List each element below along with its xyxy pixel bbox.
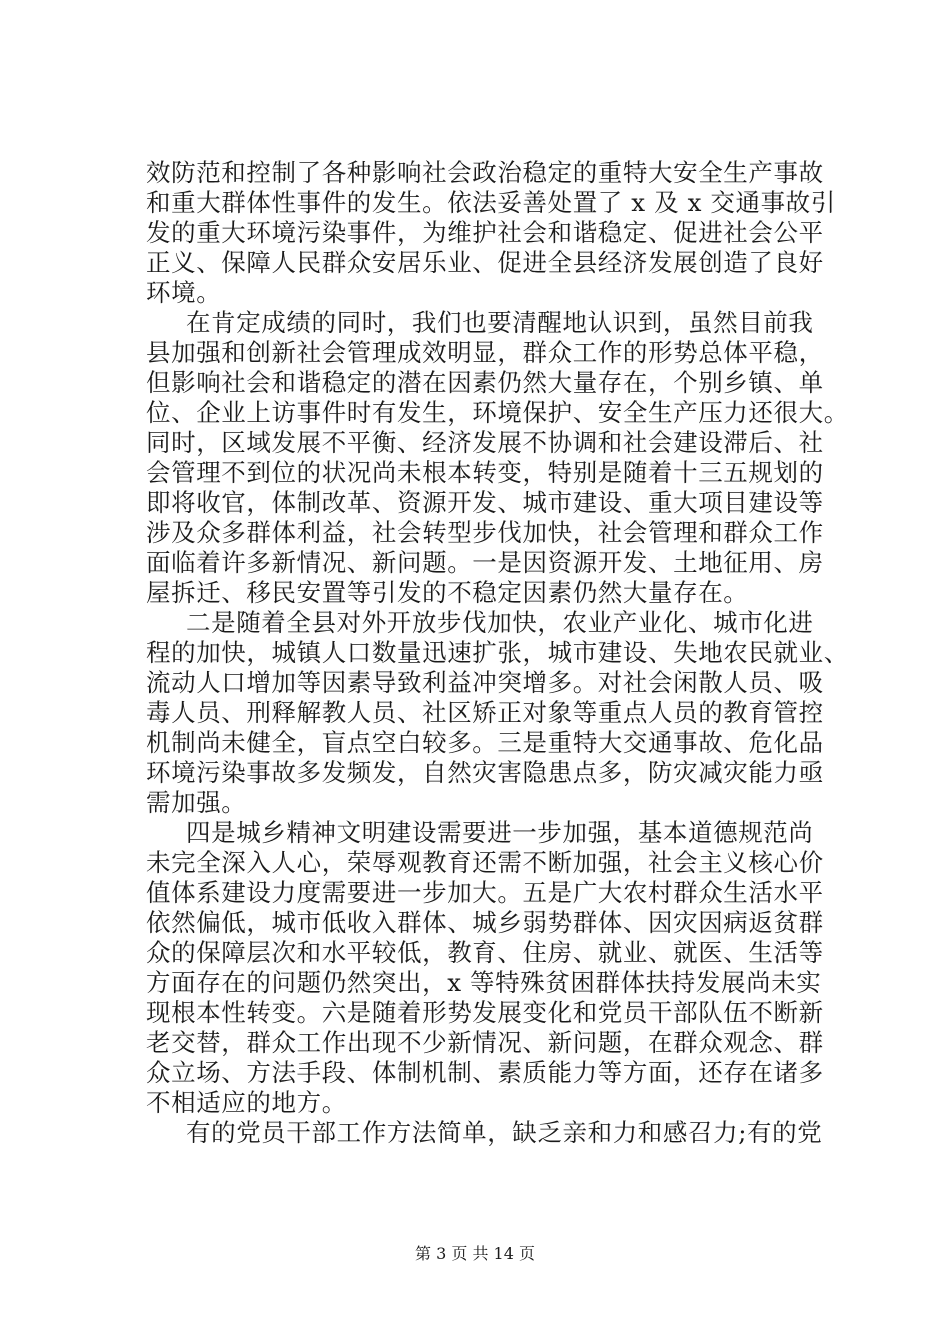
text-line: 不相适应的地方。 bbox=[146, 1088, 347, 1117]
text-line: 众的保障层次和水平较低，教育、住房、就业、就医、生活等 bbox=[146, 938, 824, 967]
text-line: 和重大群体性事件的发生。依法妥善处置了 x 及 x 交通事故引 bbox=[146, 188, 836, 217]
text-line: 需加强。 bbox=[146, 788, 247, 817]
text-line: 依然偏低，城市低收入群体、城乡弱势群体、因灾因病返贫群 bbox=[146, 908, 824, 937]
text-line: 效防范和控制了各种影响社会政治稳定的重特大安全生产事故 bbox=[146, 158, 824, 187]
text-line: 即将收官，体制改革、资源开发、城市建设、重大项目建设等 bbox=[146, 488, 824, 517]
text-line: 未完全深入人心，荣辱观教育还需不断加强，社会主义核心价 bbox=[146, 848, 824, 877]
text-line: 流动人口增加等因素导致利益冲突增多。对社会闲散人员、吸 bbox=[146, 668, 824, 697]
text-line: 但影响社会和谐稳定的潜在因素仍然大量存在，个别乡镇、单 bbox=[146, 368, 824, 397]
text-line: 毒人员、刑释解教人员、社区矫正对象等重点人员的教育管控 bbox=[146, 698, 824, 727]
text-line: 位、企业上访事件时有发生，环境保护、安全生产压力还很大。 bbox=[146, 398, 849, 427]
text-line: 现根本性转变。六是随着形势发展变化和党员干部队伍不断新 bbox=[146, 998, 824, 1027]
text-line: 环境污染事故多发频发，自然灾害隐患点多，防灾减灾能力亟 bbox=[146, 758, 824, 787]
paragraph-first-line: 有的党员干部工作方法简单，缺乏亲和力和感召力;有的党 bbox=[186, 1118, 823, 1147]
text-line: 发的重大环境污染事件，为维护社会和谐稳定、促进社会公平 bbox=[146, 218, 824, 247]
text-line: 程的加快，城镇人口数量迅速扩张，城市建设、失地农民就业、 bbox=[146, 638, 849, 667]
text-line: 涉及众多群体利益，社会转型步伐加快，社会管理和群众工作 bbox=[146, 518, 824, 547]
text-line: 值体系建设力度需要进一步加大。五是广大农村群众生活水平 bbox=[146, 878, 824, 907]
text-line: 机制尚未健全，盲点空白较多。三是重特大交通事故、危化品 bbox=[146, 728, 824, 757]
text-line: 会管理不到位的状况尚未根本转变，特别是随着十三五规划的 bbox=[146, 458, 824, 487]
paragraph-first-line: 四是城乡精神文明建设需要进一步加强，基本道德规范尚 bbox=[186, 818, 814, 847]
text-line: 方面存在的问题仍然突出，x 等特殊贫困群体扶持发展尚未实 bbox=[146, 968, 822, 997]
text-line: 面临着许多新情况、新问题。一是因资源开发、土地征用、房 bbox=[146, 548, 824, 577]
paragraph-first-line: 二是随着全县对外开放步伐加快，农业产业化、城市化进 bbox=[186, 608, 814, 637]
text-line: 县加强和创新社会管理成效明显，群众工作的形势总体平稳， bbox=[146, 338, 824, 367]
text-line: 众立场、方法手段、体制机制、素质能力等方面，还存在诸多 bbox=[146, 1058, 824, 1087]
text-line: 同时，区域发展不平衡、经济发展不协调和社会建设滞后、社 bbox=[146, 428, 824, 457]
paragraph-first-line: 在肯定成绩的同时，我们也要清醒地认识到，虽然目前我 bbox=[186, 308, 814, 337]
text-line: 正义、保障人民群众安居乐业、促进全县经济发展创造了良好 bbox=[146, 248, 824, 277]
text-line: 屋拆迁、移民安置等引发的不稳定因素仍然大量存在。 bbox=[146, 578, 749, 607]
text-line: 环境。 bbox=[146, 278, 222, 307]
text-line: 老交替，群众工作出现不少新情况、新问题，在群众观念、群 bbox=[146, 1028, 824, 1057]
page-number-footer: 第 3 页 共 14 页 bbox=[415, 1244, 535, 1263]
